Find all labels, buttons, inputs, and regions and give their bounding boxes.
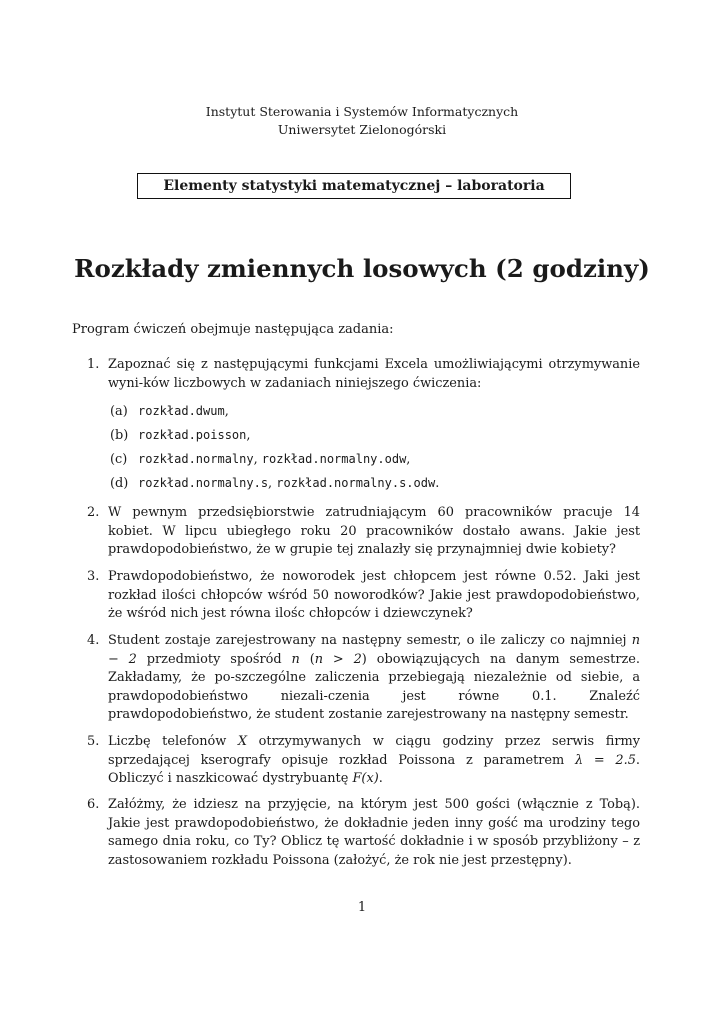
math-expression: λ = 2.5 <box>575 752 636 768</box>
task-6-number: 6. <box>87 797 100 812</box>
document-title: Rozkłady zmiennych losowych (2 godziny) <box>74 254 650 283</box>
item-label: (b) <box>110 428 129 443</box>
course-title-box: Elementy statystyki matematycznej – laboratoria <box>137 173 571 199</box>
page-number: 1 <box>357 900 367 915</box>
excel-function: rozkład.normalny.s <box>138 476 269 490</box>
task-2-number: 2. <box>87 505 100 520</box>
task-1-item-d: (d) rozkład.normalny.s, rozkład.normalny.s.odw. <box>110 476 440 491</box>
task-4-number: 4. <box>87 633 100 648</box>
task-1-text: Zapoznać się z następującymi funkcjami Excela umożliwiającymi otrzymywanie wyni-ków liczbowych w zadaniach niniejszego ćwiczenia: <box>108 357 640 391</box>
excel-function: rozkład.normalny.s.odw <box>276 476 436 490</box>
university-name: Uniwersytet Zielonogórski <box>277 122 447 137</box>
task-3-text: Prawdopodobieństwo, że noworodek jest chłopcem jest równe 0.52. Jaki jest rozkład ilości chłopców wśród 50 noworodków? Jakie jest prawdopodobieństwo, że wśród nich jest równa ilośc chłopców i dziewczynek? <box>108 569 640 622</box>
excel-function: rozkład.dwum <box>138 404 225 418</box>
task-1-item-a: (a) rozkład.dwum, <box>110 404 229 419</box>
task-1-item-c: (c) rozkład.normalny, rozkład.normalny.odw, <box>110 452 411 467</box>
task-5-text: Liczbę telefonów X otrzymywanych w ciągu godziny przez serwis firmy sprzedającej kserografy opisuje rozkład Poissona z parametrem λ = 2.5. Obliczyć i naszkicować dystrybuantę F(x). <box>108 734 641 787</box>
math-expression: n > 2 <box>314 651 362 667</box>
excel-function: rozkład.poisson <box>138 428 247 442</box>
task-2-text: W pewnym przedsiębiorstwie zatrudniającym 60 pracowników pracuje 14 kobiet. W lipcu ubiegłego roku 20 pracowników dostało awans. Jakie jest prawdopodobieństwo, że w grupie tej znalazły się przynajmniej dwie kobiety? <box>108 505 640 558</box>
task-6-text: Załóżmy, że idziesz na przyjęcie, na którym jest 500 gości (włącznie z Tobą). Jakie jest prawdopodobieństwo, że dokładnie jeden inny gość ma urodziny tego samego dnia roku, co Ty? Oblicz tę wartość dokładnie i w sposób przybliżony – z zastosowaniem rozkładu Poissona (założyć, że rok nie jest przestępny). <box>108 797 640 868</box>
task-4-text: Student zostaje zarejestrowany na następny semestr, o ile zaliczy co najmniej n − 2 przedmioty spośród n (n > 2) obowiązujących na danym semestrze. Zakładamy, że po-szczególne zaliczenia przebiegają niezależnie od siebie, a prawdopodobieństwo niezali-czenia jest równe 0.1. Znaleźć prawdopodobieństwo, że student zostanie zarejestrowany na następny semestr. <box>108 633 640 723</box>
item-label: (d) <box>110 476 129 491</box>
excel-function: rozkład.normalny.odw <box>261 452 407 466</box>
math-expression: n <box>291 651 300 667</box>
task-3-number: 3. <box>87 569 100 584</box>
math-expression: n − 2 <box>108 633 640 667</box>
task-1-item-b: (b) rozkład.poisson, <box>110 428 251 443</box>
excel-function: rozkład.normalny <box>138 452 254 466</box>
math-expression: X <box>237 734 248 749</box>
task-5-number: 5. <box>87 734 100 749</box>
task-1-number: 1. <box>87 357 100 372</box>
math-expression: F(x) <box>352 771 379 787</box>
institute-name: Instytut Sterowania i Systemów Informatycznych <box>205 104 519 119</box>
intro-text: Program ćwiczeń obejmuje następująca zadania: <box>72 322 394 337</box>
item-label: (c) <box>110 452 128 467</box>
item-label: (a) <box>110 404 128 419</box>
